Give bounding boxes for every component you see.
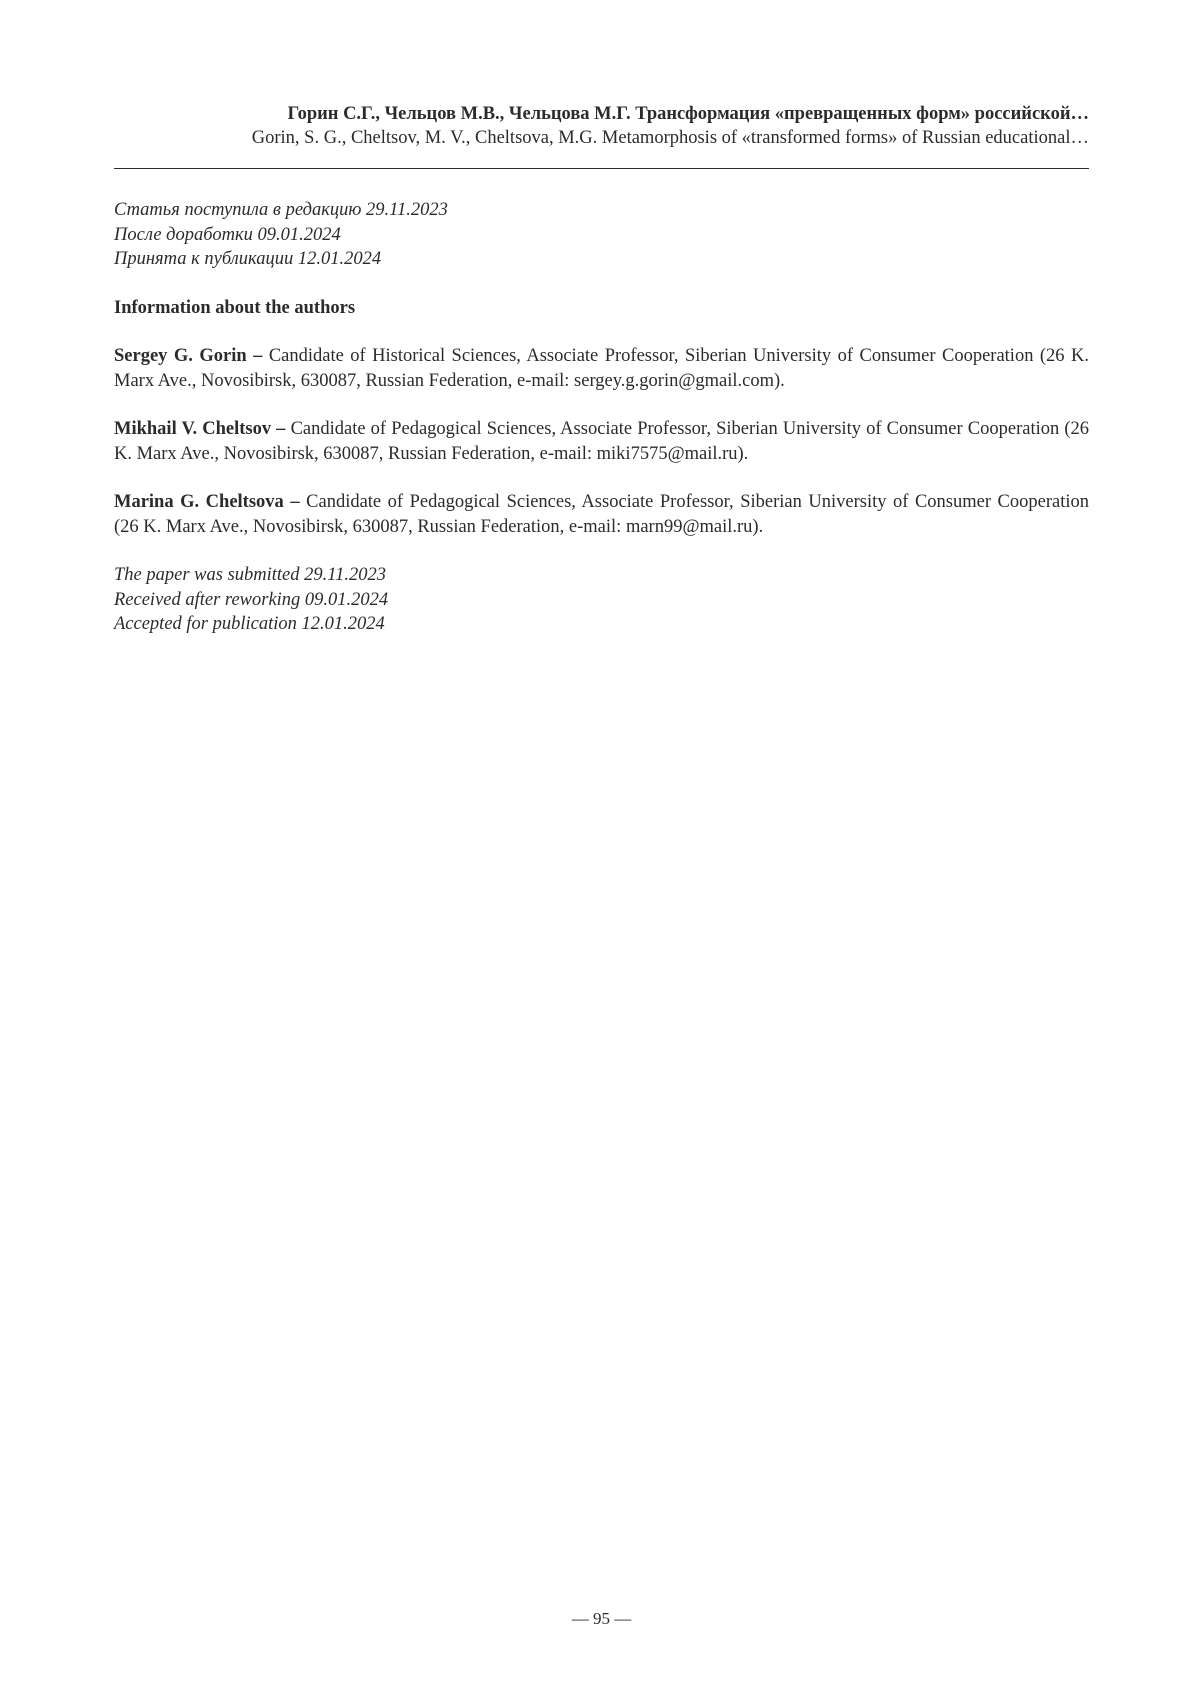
author-name: Sergey G. Gorin –	[114, 346, 263, 366]
running-head-english: Gorin, S. G., Cheltsov, M. V., Cheltsova, M.G. Metamorphosis of «transformed forms» of Russian educational…	[251, 128, 1089, 148]
revised-date-en: Received after reworking 09.01.2024	[114, 589, 389, 610]
author-name: Mikhail V. Cheltsov –	[114, 419, 286, 439]
page-number: — 95 —	[571, 1609, 632, 1628]
author-details: Candidate of Historical Sciences, Associate Professor, Siberian University of Consumer Cooperation (26 K. Marx Ave., Novosibirsk, 630087, Russian Federation, e-mail: sergey.g.gorin@gmail.com).	[114, 346, 1090, 391]
running-head	[114, 102, 1089, 150]
accepted-date-ru: Принята к публикации 12.01.2024	[114, 249, 382, 269]
header-divider	[114, 168, 1089, 169]
author-name: Marina G. Cheltsova –	[114, 492, 300, 512]
author-entry	[114, 490, 1089, 539]
submitted-date-ru: Статья поступила в редакцию 29.11.2023	[114, 200, 448, 220]
authors-section-title: Information about the authors	[114, 297, 356, 318]
article-end-matter	[114, 198, 1089, 637]
submitted-date-en: The paper was submitted 29.11.2023	[114, 565, 387, 585]
running-head-russian: Горин С.Г., Чельцов М.В., Чельцова М.Г. Трансформация «превращенных форм» российской…	[287, 104, 1089, 124]
author-details: Candidate of Pedagogical Sciences, Associate Professor, Siberian University of Consumer Cooperation (26 K. Marx Ave., Novosibirsk, 630087, Russian Federation, e-mail: miki7575@mail.ru).	[114, 419, 1090, 464]
dates-english	[114, 563, 1089, 637]
author-entry	[114, 344, 1089, 393]
author-entry	[114, 417, 1089, 466]
dates-russian	[114, 198, 1089, 272]
document-page	[114, 0, 1089, 1697]
accepted-date-en: Accepted for publication 12.01.2024	[114, 614, 385, 634]
revised-date-ru: После доработки 09.01.2024	[114, 224, 341, 245]
author-details: Candidate of Pedagogical Sciences, Associate Professor, Siberian University of Consumer Cooperation (26 K. Marx Ave., Novosibirsk, 630087, Russian Federation, e-mail: marn99@mail.ru).	[114, 492, 1090, 537]
